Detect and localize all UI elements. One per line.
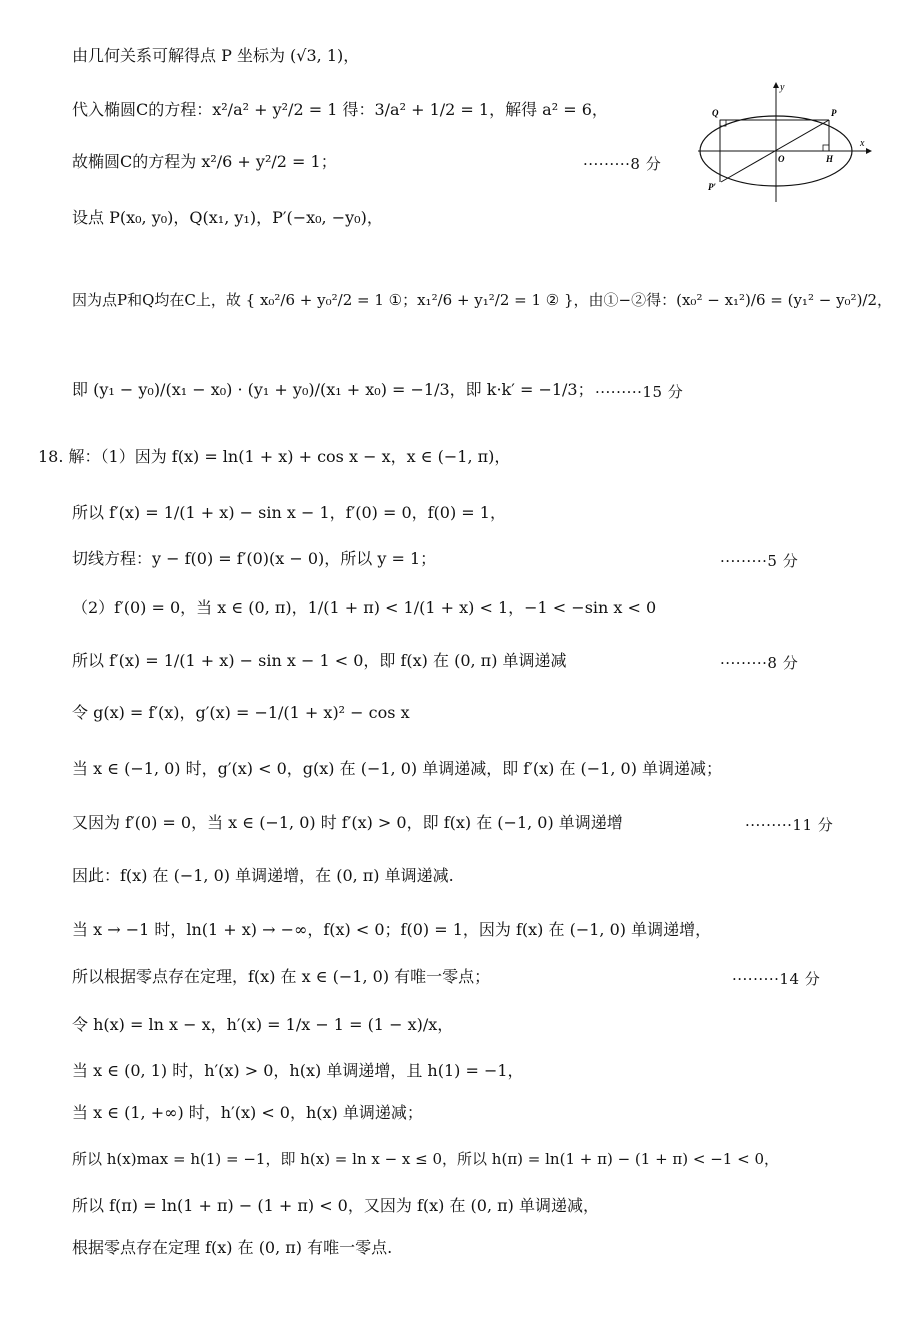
line-9: （2）f′(0) = 0，当 x ∈ (0, π)，1/(1 + π) < 1/(1 + x) < 1，−1 < −sin x < 0	[72, 598, 657, 617]
label-pprime: P′	[708, 182, 717, 192]
label-o: O	[778, 154, 785, 164]
line-22: 根据零点存在定理 f(x) 在 (0, π) 有唯一零点.	[72, 1238, 393, 1257]
line-2: 故椭圆C的方程为 x²/6 + y²/2 = 1；	[72, 152, 337, 171]
label-p: P	[831, 108, 837, 118]
line-14: 因此：f(x) 在 (−1, 0) 单调递增，在 (0, π) 单调递减.	[72, 866, 454, 885]
line-20: 所以 h(x)max = h(1) = −1，即 h(x) = ln x − x ≤ 0，所以 h(π) = ln(1 + π) − (1 + π) < −1 < 0，	[72, 1150, 779, 1168]
x-axis-arrow	[866, 148, 872, 154]
line-11: 令 g(x) = f′(x)，g′(x) = −1/(1 + x)² − cos x	[72, 703, 410, 722]
score-0: ·········8 分	[583, 155, 662, 173]
line-13: 又因为 f′(0) = 0，当 x ∈ (−1, 0) 时 f′(x) > 0，即 f(x) 在 (−1, 0) 单调递增	[72, 813, 623, 832]
line-1: 代入椭圆C的方程：x²/a² + y²/2 = 1 得：3/a² + 1/2 = 1，解得 a² = 6，	[72, 100, 608, 119]
label-x: x	[860, 138, 865, 149]
score-1: ·········15 分	[595, 383, 684, 401]
line-18: 当 x ∈ (0, 1) 时，h′(x) > 0，h(x) 单调递增，且 h(1) = −1，	[72, 1061, 524, 1080]
line-6: 18. 解：（1）因为 f(x) = ln(1 + x) + cos x − x，x ∈ (−1, π)，	[38, 447, 511, 466]
ellipse-figure	[690, 80, 875, 205]
score-3: ·········8 分	[720, 654, 799, 672]
line-17: 令 h(x) = ln x − x，h′(x) = 1/x − 1 = (1 − x)/x，	[72, 1015, 454, 1034]
right-angle-h	[823, 145, 829, 151]
label-h: H	[826, 154, 834, 164]
line-3: 设点 P(x₀, y₀)，Q(x₁, y₁)，P′(−x₀, −y₀)，	[72, 208, 383, 227]
line-15: 当 x → −1 时，ln(1 + x) → −∞，f(x) < 0；f(0) = 1，因为 f(x) 在 (−1, 0) 单调递增，	[72, 920, 712, 939]
line-21: 所以 f(π) = ln(1 + π) − (1 + π) < 0，又因为 f(x) 在 (0, π) 单调递减，	[72, 1196, 599, 1215]
line-10: 所以 f′(x) = 1/(1 + x) − sin x − 1 < 0，即 f(x) 在 (0, π) 单调递减	[72, 651, 567, 670]
score-5: ·········14 分	[732, 970, 821, 988]
line-8: 切线方程：y − f(0) = f′(0)(x − 0)，所以 y = 1；	[72, 549, 437, 568]
label-y: y	[780, 82, 785, 93]
label-q: Q	[712, 108, 719, 118]
line-12: 当 x ∈ (−1, 0) 时，g′(x) < 0，g(x) 在 (−1, 0) 单调递减，即 f′(x) 在 (−1, 0) 单调递减；	[72, 759, 723, 778]
line-16: 所以根据零点存在定理，f(x) 在 x ∈ (−1, 0) 有唯一零点；	[72, 967, 491, 986]
y-axis-arrow	[773, 82, 779, 88]
line-7: 所以 f′(x) = 1/(1 + x) − sin x − 1，f′(0) = 0，f(0) = 1，	[72, 503, 506, 522]
line-4: 因为点P和Q均在C上，故 { x₀²/6 + y₀²/2 = 1 ①；x₁²/6 + y₁²/2 = 1 ② }，由①−②得：(x₀² − x₁²)/6 = (y₁² − y₀²)/2，	[72, 291, 893, 309]
line-0: 由几何关系可解得点 P 坐标为 (√3, 1)，	[72, 46, 360, 65]
line-5: 即 (y₁ − y₀)/(x₁ − x₀) · (y₁ + y₀)/(x₁ + x₀) = −1/3，即 k·k′ = −1/3；	[72, 380, 594, 399]
line-19: 当 x ∈ (1, +∞) 时，h′(x) < 0，h(x) 单调递减；	[72, 1103, 423, 1122]
score-2: ·········5 分	[720, 552, 799, 570]
score-4: ·········11 分	[745, 816, 834, 834]
